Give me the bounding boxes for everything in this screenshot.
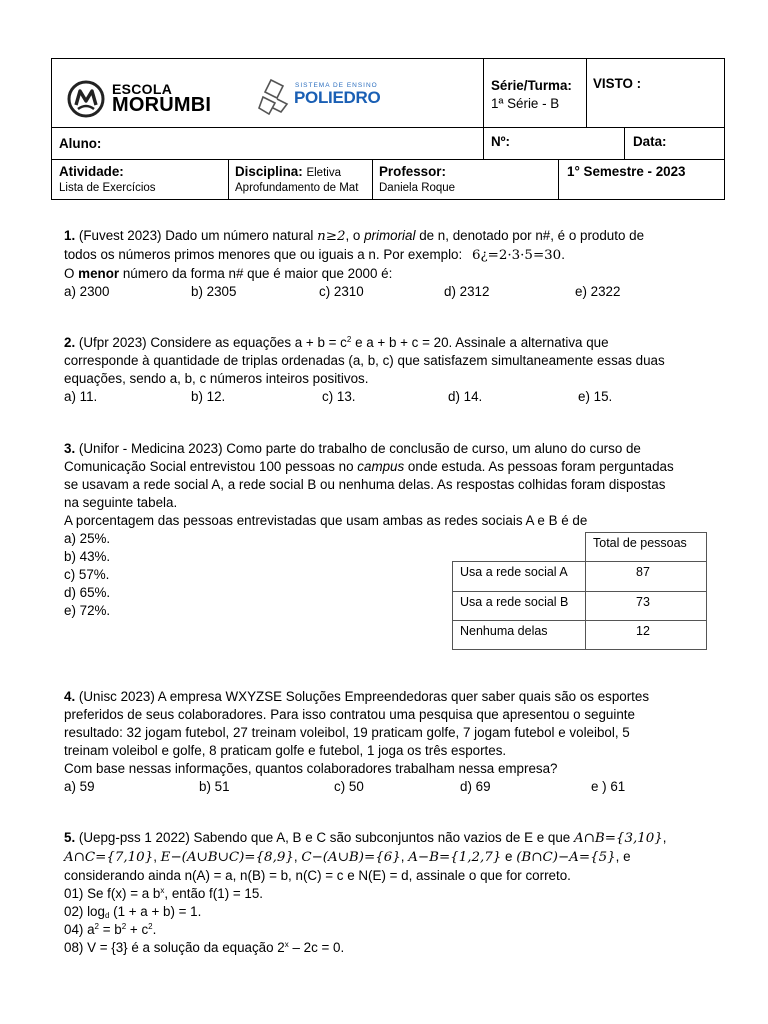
atividade-label: Atividade: (59, 164, 124, 179)
q1-option-c[interactable]: c) 2310 (319, 284, 364, 299)
q2-line2: corresponde à quantidade de triplas ordenadas (a, b, c) que satisfazem simultaneamente essas duas (64, 353, 665, 368)
q2-number: 2. (64, 335, 76, 350)
table-row-label (452, 620, 586, 650)
semestre-cell (559, 160, 724, 199)
table-row-value (585, 591, 707, 621)
question-1: 1. (Fuvest 2023) Dado um número natural n≥2, o primorial de n, denotado por n#, é o produto de todos os números primos menores que ou iguais a n. Por exemplo: 6¿=2·3·5=30. O menor número da forma n# que é maior que 2000 é: a) 2300 b) 2305 c) 2310 d) 2312 e) 2322 (64, 227, 714, 301)
q4-line3: resultado: 32 jogam futebol, 27 treinam voleibol, 19 praticam golfe, 7 jogam futebol e voleibol, 5 (64, 725, 630, 740)
atividade-value: Lista de Exercícios (59, 182, 156, 194)
q1-option-d[interactable]: d) 2312 (444, 284, 490, 299)
q1-primorial: primorial (364, 228, 416, 243)
q4-options (64, 778, 714, 796)
q5-o1-exp: x (160, 886, 165, 895)
q5-o8-text: 08) V = {3} é a solução da equação 2 (64, 940, 285, 955)
q5-set2: A∩C={7,10} (64, 850, 154, 865)
q2-option-b[interactable]: b) 12. (191, 389, 226, 404)
q3-line1: (Unifor - Medicina 2023) Como parte do trabalho de conclusão de curso, um aluno do curso de (78, 441, 641, 456)
table-row-1-value: 87 (636, 565, 650, 579)
q5-o4-b: = b (102, 922, 122, 937)
question-2 (64, 334, 714, 406)
q5-o4-d: . (152, 922, 157, 937)
q1-example: 6¿=2·3·5=30 (471, 248, 562, 263)
q2-line1a: (Ufpr 2023) Considere as equações a + b = c (78, 335, 347, 350)
q2-option-c[interactable]: c) 13. (322, 389, 356, 404)
question-4 (64, 688, 714, 796)
q5-o8-text-b: – 2c = 0. (292, 940, 345, 955)
q3-option-b[interactable]: b) 43%. (64, 549, 111, 564)
q1-option-e[interactable]: e) 2322 (575, 284, 621, 299)
q3-option-d[interactable]: d) 65%. (64, 585, 111, 600)
table-row-3-label: Nenhuma delas (460, 624, 548, 638)
table-row-value (585, 561, 707, 592)
aluno-cell (52, 128, 484, 160)
semestre-label: 1° Semestre - 2023 (567, 164, 686, 179)
q5-option-04[interactable] (64, 921, 724, 939)
q3-line2b: onde estuda. As pessoas foram perguntadas (407, 459, 674, 474)
q3-table (452, 532, 707, 650)
q5-set6: (B∩C)−A={5} (516, 850, 616, 865)
q3-line4: na seguinte tabela. (64, 495, 178, 510)
q3-option-e[interactable]: e) 72%. (64, 603, 111, 618)
q5-set3: E−(A∪B∪C)={8,9} (160, 850, 294, 865)
q5-o1-text-b: , então f(1) = 15. (164, 886, 264, 901)
aluno-label: Aluno: (59, 136, 102, 151)
escola-morumbi-logo (66, 79, 221, 119)
q5-o4-e2: 2 (121, 922, 127, 931)
q5-set5: A−B={1,2,7} (408, 850, 502, 865)
q5-o8-exp: x (284, 940, 289, 949)
q5-line2-end: , e (615, 849, 631, 864)
q3-option-c[interactable]: c) 57%. (64, 567, 110, 582)
table-header-cell (585, 532, 707, 562)
question-5: 5. (Uepg-pss 1 2022) Sabendo que A, B e C são subconjuntos não vazios de E e que A∩B={3,10}, A∩C={7,10}, E−(A∪B∪C)={8,9}, C−(A∪B)={6}, A−B={1,2,7} e (B∩C)−A={5}, e considerando ainda n(A) = a, n(B) = b, n(C) = c e N(E) = d, assinale o que for correto. 01) Se f(x) = a $b^x$, então f(1) = 15. 02) $\log_d (1 + a + b) = 1$. 04) $a^2 = b^2 + c^2$. 08) V = {3} é a solução da equação 2$^x$ – 2c = 0. (64, 829, 724, 957)
q2-option-a[interactable]: a) 11. (64, 389, 98, 404)
professor-value: Daniela Roque (379, 182, 456, 194)
q2-line3: equações, sendo a, b, c números inteiros positivos. (64, 371, 369, 386)
table-row-label (452, 591, 586, 621)
q4-line2: preferidos de seus colaboradores. Para isso contratou uma pesquisa que apresentou o seguinte (64, 707, 635, 722)
table-row-1-label: Usa a rede social A (460, 565, 568, 579)
q4-option-d[interactable]: d) 69 (460, 779, 491, 794)
numero-cell (484, 128, 625, 160)
data-cell (625, 128, 724, 160)
disciplina-label: Disciplina: (235, 164, 303, 179)
disciplina-value1: Eletiva (306, 167, 341, 179)
table-row-2-value: 73 (636, 595, 650, 609)
q5-line1a: (Uepg-pss 1 2022) Sabendo que A, B e C são subconjuntos não vazios de E e que (78, 830, 571, 845)
serie-value: 1ª Série - B (491, 96, 560, 111)
poliedro-logo (257, 77, 387, 117)
q4-option-a[interactable]: a) 59 (64, 779, 95, 794)
q5-comma: , (662, 830, 667, 845)
q4-option-b[interactable]: b) 51 (199, 779, 230, 794)
q1-line3-bold: menor (78, 266, 120, 281)
q5-option-01[interactable] (64, 885, 724, 903)
q4-option-c[interactable]: c) 50 (334, 779, 364, 794)
q5-option-08[interactable] (64, 939, 724, 957)
q1-line2: todos os números primos menores que ou iguais a n. Por exemplo: (64, 247, 463, 262)
q3-line5: A porcentagem das pessoas entrevistadas que usam ambas as redes sociais A e B é de (64, 513, 588, 528)
q5-set4: C−(A∪B)={6} (301, 850, 401, 865)
q1-condition: n≥2 (317, 229, 346, 244)
logos-cell (52, 59, 484, 128)
q1-text-a: , o (345, 228, 361, 243)
q2-option-d[interactable]: d) 14. (448, 389, 483, 404)
professor-cell (373, 160, 559, 199)
q3-campus: campus (357, 459, 405, 474)
logo1-line1: ESCOLA (112, 81, 173, 97)
serie-label: Série/Turma: (491, 78, 572, 93)
numero-label: Nº: (491, 134, 511, 149)
q5-number: 5. (64, 830, 76, 845)
q3-number: 3. (64, 441, 76, 456)
logo1-line2: MORUMBI (112, 94, 212, 116)
q5-line3: considerando ainda n(A) = a, n(B) = b, n(C) = c e N(E) = d, assinale o que for correto. (64, 868, 571, 883)
q5-o1-text: 01) Se f(x) = a b (64, 886, 161, 901)
q4-line4: treinam voleibol e golfe, 8 praticam golfe e futebol, 1 joga os três esportes. (64, 743, 507, 758)
q1-source: (Fuvest 2023) Dado um número natural (78, 228, 314, 243)
q5-o4-a: 04) a (64, 922, 95, 937)
q4-number: 4. (64, 689, 76, 704)
disciplina-value2: Aprofundamento de Mat (235, 182, 359, 194)
q1-line3-pre: O (64, 266, 75, 281)
q2-exp: 2 (346, 335, 352, 344)
q1-option-b[interactable]: b) 2305 (191, 284, 237, 299)
poliedro-emblem-icon (257, 77, 293, 115)
header-table (51, 58, 725, 200)
q3-line2a: Comunicação Social entrevistou 100 pessoas no (64, 459, 354, 474)
q5-o2-text: 02) log (64, 904, 105, 919)
data-label: Data: (633, 134, 667, 149)
visto-cell (587, 59, 724, 128)
table-header: Total de pessoas (593, 536, 687, 550)
q2-option-e[interactable]: e) 15. (578, 389, 613, 404)
logo2-main: POLIEDRO (294, 88, 381, 107)
q5-o4-e3: 2 (148, 922, 153, 931)
q5-o4-c: + c (129, 922, 149, 937)
q5-set1: A∩B={3,10} (573, 831, 663, 846)
q2-line1b: e a + b + c = 20. Assinale a alternativa que (355, 335, 609, 350)
q1-line3-post: número da forma n# que é maior que 2000 é: (122, 266, 393, 281)
table-row-value (585, 620, 707, 650)
q5-o2-sub: d (104, 911, 110, 920)
q2-options (64, 388, 714, 406)
q4-line5: Com base nessas informações, quantos colaboradores trabalham nessa empresa? (64, 761, 558, 776)
q4-line1: (Unisc 2023) A empresa WXYZSE Soluções Empreendedoras quer saber quais são os esportes (78, 689, 650, 704)
table-row-2-label: Usa a rede social B (460, 595, 569, 609)
professor-label: Professor: (379, 164, 446, 179)
atividade-cell (52, 160, 229, 199)
table-row-3-value: 12 (636, 624, 650, 638)
q5-o2-text-b: (1 + a + b) = 1. (113, 904, 202, 919)
visto-label: VISTO : (593, 76, 642, 91)
table-row-label (452, 561, 586, 592)
morumbi-emblem-icon (66, 79, 106, 119)
disciplina-cell (229, 160, 373, 199)
q5-e: e (505, 849, 513, 864)
q5-option-02[interactable] (64, 903, 724, 921)
logo2-sub: SISTEMA DE ENSINO (295, 82, 378, 89)
q1-number: 1. (64, 228, 76, 243)
q3-line3: se usavam a rede social A, a rede social B ou nenhuma delas. As respostas colhidas foram dispostas (64, 477, 666, 492)
q1-text-b: de n, denotado por n#, é o produto de (419, 228, 645, 243)
q5-o4-e1: 2 (94, 922, 99, 931)
q3-option-a[interactable]: a) 25%. (64, 531, 111, 546)
q1-options (64, 283, 714, 301)
q4-option-e[interactable]: e ) 61 (591, 779, 626, 794)
serie-cell (484, 59, 587, 128)
q1-option-a[interactable]: a) 2300 (64, 284, 110, 299)
